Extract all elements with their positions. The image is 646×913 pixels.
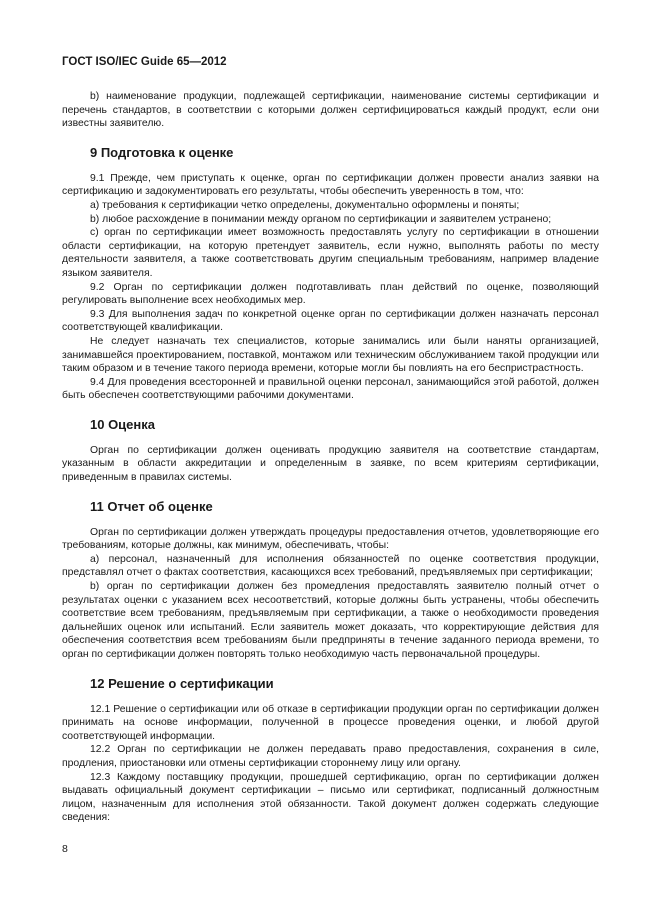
section-heading: 9 Подготовка к оценке (90, 144, 234, 160)
paragraph: Орган по сертификации должен оценивать продукцию заявителя на соответствие стандартам, указанным в области аккредитации и определенным в заявке, по всем критериям сертификации, приведенным в правилах системы. (62, 444, 599, 484)
section-12 (62, 676, 599, 825)
list-item: b) любое расхождение в понимании между органом по сертификации и заявителем устранено; (90, 213, 552, 225)
section-9 (62, 145, 599, 403)
document-page (62, 56, 599, 825)
list-item: а) персонал, назначенный для исполнения обязанностей по оценке соответствия продукции, представлял отчет о фактах соответствия, касающихся всех требований, предъявляемых при сертификации; (62, 553, 599, 579)
paragraph: b) наименование продукции, подлежащей сертификации, наименование системы сертификации и перечень стандартов, в соответствии с которыми должен сертифицироваться каждый продукт, если они известны заявителю. (62, 91, 599, 130)
paragraph: Не следует назначать тех специалистов, которые занимались или были наняты организацией, занимавшейся проектированием, поставкой, монтажом или техническим обслуживанием такой продукции или таким образом и в течение такого периода времени, которые могли бы повлиять на его беспристрастность. (62, 335, 599, 375)
section-heading: 10 Оценка (90, 416, 155, 432)
paragraph: 9.3 Для выполнения задач по конкретной оценке орган по сертификации должен назначать персонал соответствующей квалификации. (62, 308, 599, 334)
paragraph: Орган по сертификации должен утверждать процедуры предоставления отчетов, удовлетворяющие его требованиям, которые должны, как минимум, обеспечивать, чтобы: (62, 526, 599, 552)
page-number: 8 (62, 843, 68, 855)
section-heading: 11 Отчет об оценке (90, 498, 213, 514)
paragraph: 12.2 Орган по сертификации не должен передавать право предоставления, сохранения в силе, продления, приостановки или отмены сертификации стороннему лицу или органу. (62, 744, 599, 769)
list-item: а) требования к сертификации четко определены, документально оформлены и поняты; (90, 199, 520, 211)
section-heading: 12 Решение о сертификации (90, 675, 274, 691)
paragraph: 9.4 Для проведения всесторонней и правильной оценки персонал, занимающийся этой работой, должен быть обеспечен соответствующими рабочими документами. (62, 376, 599, 402)
list-item: с) орган по сертификации имеет возможность предоставлять услугу по сертификации в отношении области сертификации, на которую претендует заявитель, если нужно, выполнять работы по месту деятельности заявителя, а также соответствовать другим специальным требованиям, например владение языком заявителя. (62, 227, 599, 279)
section-10 (62, 417, 599, 485)
paragraph: 12.1 Решение о сертификации или об отказе в сертификации продукции орган по сертификации должен принимать на основе информации, полученной в процессе проведения оценки, и любой другой соответствующей информации. (62, 703, 599, 742)
paragraph: 9.1 Прежде, чем приступать к оценке, орган по сертификации должен провести анализ заявки на сертификацию и задокументировать его результаты, чтобы обеспечить уверенность в том, что: (62, 172, 599, 198)
paragraph: 12.3 Каждому поставщику продукции, прошедшей сертификацию, орган по сертификации должен выдавать официальный документ сертификации – письмо или сертификат, подписанный должностным лицом, назначенным для исполнения этой обязанности. Такой документ должен содержать следующие сведения: (62, 771, 599, 824)
list-item: b) орган по сертификации должен без промедления предоставлять заявителю полный отчет о результатах оценки с указанием всех несоответствий, которые должны быть устранены, чтобы обеспечить соответствие всем требованиям, предъявляемым при сертификации, а также о необходимости проведения дальнейших оценок или испытаний. Если заявитель может доказать, что корректирующие действия для обеспечения соответствия всем требованиям были предприняты в течение заданного периода времени, то орган по сертификации должен повторять только необходимую часть первоначальной процедуры. (62, 581, 599, 660)
section-11 (62, 499, 599, 662)
paragraph: 9.2 Орган по сертификации должен подготавливать план действий по оценке, позволяющий регулировать выполнение всех необходимых мер. (62, 281, 599, 307)
document-header: ГОСТ ISO/IEC Guide 65—2012 (62, 56, 227, 68)
